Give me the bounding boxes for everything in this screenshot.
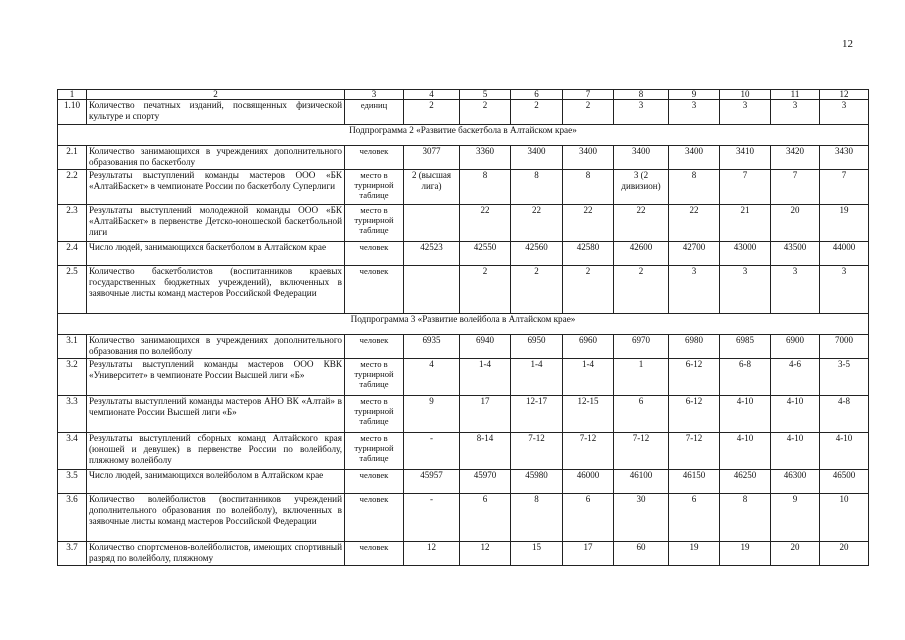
indicator-value: 60 <box>614 542 669 566</box>
indicator-number: 2.3 <box>58 205 87 242</box>
indicator-value: 4-6 <box>771 359 820 396</box>
indicator-value: - <box>404 494 460 542</box>
page-number: 12 <box>842 38 853 50</box>
indicator-value: 2 <box>460 100 511 125</box>
indicator-value: 12-17 <box>511 396 563 433</box>
indicator-value: 6985 <box>720 335 771 359</box>
indicator-row <box>58 433 869 470</box>
indicator-unit: место в турнирной таблице <box>345 396 404 433</box>
indicator-row <box>58 542 869 566</box>
indicator-value: 3 <box>720 100 771 125</box>
indicator-value: 6 <box>460 494 511 542</box>
indicator-row <box>58 266 869 314</box>
indicator-value: 6980 <box>669 335 720 359</box>
indicator-value: 7-12 <box>563 433 614 470</box>
indicator-value: 4-10 <box>720 433 771 470</box>
indicator-value: 1-4 <box>563 359 614 396</box>
subprogram-row <box>58 125 869 146</box>
indicator-value: 3 <box>720 266 771 314</box>
indicator-value: 4-10 <box>820 433 869 470</box>
indicator-number: 2.1 <box>58 146 87 170</box>
indicator-value: 6935 <box>404 335 460 359</box>
indicator-name: Результаты выступлений команды мастеров АНО ВК «Алтай» в чемпионате России Высшей лиги «Б» <box>87 396 345 433</box>
indicator-value: 12-15 <box>563 396 614 433</box>
indicator-number: 3.1 <box>58 335 87 359</box>
indicator-value: 7 <box>771 170 820 205</box>
column-number-cell: 5 <box>460 90 511 100</box>
indicator-value: 20 <box>820 542 869 566</box>
indicator-value: 19 <box>720 542 771 566</box>
column-number-cell: 12 <box>820 90 869 100</box>
indicator-value: 8 <box>460 170 511 205</box>
indicator-value: 45980 <box>511 470 563 494</box>
column-number-cell: 8 <box>614 90 669 100</box>
indicator-value: 7-12 <box>614 433 669 470</box>
indicator-value: 43000 <box>720 242 771 266</box>
indicator-value: 46000 <box>563 470 614 494</box>
indicator-value: 2 <box>614 266 669 314</box>
indicator-value: 21 <box>720 205 771 242</box>
subprogram-title: Подпрограмма 2 «Развитие баскетбола в Алтайском крае» <box>58 125 869 146</box>
indicator-row <box>58 470 869 494</box>
indicator-value: 45957 <box>404 470 460 494</box>
indicator-value: 3400 <box>669 146 720 170</box>
indicator-row <box>58 170 869 205</box>
indicator-value: 7 <box>820 170 869 205</box>
indicator-row <box>58 494 869 542</box>
indicator-unit: человек <box>345 542 404 566</box>
indicator-unit: человек <box>345 266 404 314</box>
indicator-value: 17 <box>563 542 614 566</box>
indicator-value: 6950 <box>511 335 563 359</box>
column-number-row <box>58 90 869 100</box>
indicator-unit: единиц <box>345 100 404 125</box>
indicator-value: 42550 <box>460 242 511 266</box>
indicator-number: 3.3 <box>58 396 87 433</box>
indicator-value: 3430 <box>820 146 869 170</box>
indicator-value: 3 <box>614 100 669 125</box>
indicator-name: Количество волейболистов (воспитанников учреждений дополнительного образования по волейболу), включенных в заявочные листы команд мастеров Российской Федерации <box>87 494 345 542</box>
indicator-value: 45970 <box>460 470 511 494</box>
indicator-value: 22 <box>511 205 563 242</box>
indicator-number: 2.4 <box>58 242 87 266</box>
indicator-value: 9 <box>404 396 460 433</box>
indicator-row <box>58 396 869 433</box>
indicator-value: 6-12 <box>669 396 720 433</box>
indicator-value: 7000 <box>820 335 869 359</box>
indicator-name: Количество печатных изданий, посвященных физической культуре и спорту <box>87 100 345 125</box>
indicator-value: 7-12 <box>511 433 563 470</box>
indicator-number: 3.5 <box>58 470 87 494</box>
indicator-unit: человек <box>345 242 404 266</box>
indicator-value: 4-10 <box>720 396 771 433</box>
indicator-value: 22 <box>460 205 511 242</box>
indicator-number: 3.6 <box>58 494 87 542</box>
indicator-value: 19 <box>820 205 869 242</box>
indicator-value: 2 <box>563 100 614 125</box>
indicator-value: 46500 <box>820 470 869 494</box>
indicator-number: 1.10 <box>58 100 87 125</box>
indicator-value: 46300 <box>771 470 820 494</box>
indicator-row <box>58 146 869 170</box>
indicator-unit: человек <box>345 494 404 542</box>
indicator-unit: место в турнирной таблице <box>345 205 404 242</box>
indicator-value: 4-10 <box>771 396 820 433</box>
column-number-cell: 10 <box>720 90 771 100</box>
indicator-value: 6900 <box>771 335 820 359</box>
indicator-value: 6-8 <box>720 359 771 396</box>
indicator-value: 9 <box>771 494 820 542</box>
indicator-value: 42600 <box>614 242 669 266</box>
indicator-value: 7-12 <box>669 433 720 470</box>
indicator-name: Количество баскетболистов (воспитанников краевых государственных бюджетных учреждений), включенных в заявочные листы команд мастеров Российской Федерации <box>87 266 345 314</box>
indicator-number: 3.2 <box>58 359 87 396</box>
indicator-value: 6960 <box>563 335 614 359</box>
indicator-value: 20 <box>771 542 820 566</box>
indicator-value: 3410 <box>720 146 771 170</box>
indicator-value: 3077 <box>404 146 460 170</box>
indicator-row <box>58 242 869 266</box>
indicator-value: 8 <box>669 170 720 205</box>
indicator-name: Количество занимающихся в учреждениях дополнительного образования по баскетболу <box>87 146 345 170</box>
indicator-value: 8 <box>511 494 563 542</box>
indicator-unit: человек <box>345 335 404 359</box>
indicator-value: 19 <box>669 542 720 566</box>
indicator-number: 2.5 <box>58 266 87 314</box>
indicator-value: 2 <box>460 266 511 314</box>
column-number-cell: 3 <box>345 90 404 100</box>
indicator-value: 44000 <box>820 242 869 266</box>
indicator-value: 3400 <box>614 146 669 170</box>
indicator-unit: место в турнирной таблице <box>345 433 404 470</box>
indicator-value: 2 <box>404 100 460 125</box>
indicator-value: 2 <box>511 100 563 125</box>
indicator-value: 30 <box>614 494 669 542</box>
indicator-value: 2 <box>563 266 614 314</box>
indicator-value: 7 <box>720 170 771 205</box>
indicator-value: 42560 <box>511 242 563 266</box>
indicator-value: 3-5 <box>820 359 869 396</box>
indicator-number: 3.7 <box>58 542 87 566</box>
indicator-value: 6 <box>614 396 669 433</box>
indicator-value: 42580 <box>563 242 614 266</box>
indicator-value: 6 <box>563 494 614 542</box>
column-number-cell: 6 <box>511 90 563 100</box>
indicator-value: 22 <box>614 205 669 242</box>
indicator-unit: человек <box>345 146 404 170</box>
column-number-cell: 1 <box>58 90 87 100</box>
indicator-name: Результаты выступлений команды мастеров ООО «БК «АлтайБаскет» в чемпионате России по баскетболу Суперлиги <box>87 170 345 205</box>
indicator-value: 6 <box>669 494 720 542</box>
indicator-value: 46150 <box>669 470 720 494</box>
indicator-value: 3 <box>820 266 869 314</box>
indicator-name: Результаты выступлений молодежной команды ООО «БК «АлтайБаскет» в первенстве Детско-юношеской баскетбольной лиги <box>87 205 345 242</box>
indicator-unit: место в турнирной таблице <box>345 359 404 396</box>
indicator-value: 3 <box>771 100 820 125</box>
indicator-value: 8-14 <box>460 433 511 470</box>
indicator-value: 8 <box>563 170 614 205</box>
indicator-value: 17 <box>460 396 511 433</box>
indicator-value: 4 <box>404 359 460 396</box>
indicator-unit: человек <box>345 470 404 494</box>
indicators-table <box>57 89 869 566</box>
indicator-value: 10 <box>820 494 869 542</box>
indicator-value: 3 <box>820 100 869 125</box>
indicator-value: 4-8 <box>820 396 869 433</box>
indicator-value: 3360 <box>460 146 511 170</box>
indicator-name: Результаты выступлений сборных команд Алтайского края (юношей и девушек) в первенстве России по волейболу, пляжному волейболу <box>87 433 345 470</box>
indicator-name: Количество спортсменов-волейболистов, имеющих спортивный разряд по волейболу, пляжному <box>87 542 345 566</box>
indicator-value: 4-10 <box>771 433 820 470</box>
column-number-cell: 4 <box>404 90 460 100</box>
indicator-value: 1 <box>614 359 669 396</box>
indicator-row <box>58 205 869 242</box>
indicator-value: 3 (2 дивизион) <box>614 170 669 205</box>
indicator-value: 20 <box>771 205 820 242</box>
indicator-value: 2 <box>511 266 563 314</box>
indicator-value: 8 <box>720 494 771 542</box>
indicator-name: Количество занимающихся в учреждениях дополнительного образования по волейболу <box>87 335 345 359</box>
indicator-value: 22 <box>563 205 614 242</box>
column-number-cell: 2 <box>87 90 345 100</box>
indicator-row <box>58 335 869 359</box>
indicator-value: 2 (высшая лига) <box>404 170 460 205</box>
indicator-value <box>404 266 460 314</box>
indicator-value: 3400 <box>511 146 563 170</box>
indicator-row <box>58 359 869 396</box>
indicator-value: 3420 <box>771 146 820 170</box>
column-number-cell: 9 <box>669 90 720 100</box>
indicator-value: 6940 <box>460 335 511 359</box>
indicator-value: 46250 <box>720 470 771 494</box>
indicator-number: 2.2 <box>58 170 87 205</box>
indicator-value: 3400 <box>563 146 614 170</box>
indicator-row <box>58 100 869 125</box>
indicator-value: 15 <box>511 542 563 566</box>
indicator-number: 3.4 <box>58 433 87 470</box>
subprogram-title: Подпрограмма 3 «Развитие волейбола в Алтайском крае» <box>58 314 869 335</box>
subprogram-row <box>58 314 869 335</box>
indicator-value: 43500 <box>771 242 820 266</box>
indicator-value: 1-4 <box>460 359 511 396</box>
indicator-name: Число людей, занимающихся волейболом в Алтайском крае <box>87 470 345 494</box>
indicator-value: 42700 <box>669 242 720 266</box>
indicator-name: Результаты выступлений команды мастеров ООО КВК «Университет» в чемпионате России Высшей лиги «Б» <box>87 359 345 396</box>
indicator-value: 3 <box>669 266 720 314</box>
indicator-value: 22 <box>669 205 720 242</box>
indicator-value: 12 <box>404 542 460 566</box>
indicator-value: 3 <box>669 100 720 125</box>
indicator-value: 12 <box>460 542 511 566</box>
indicator-value: 6-12 <box>669 359 720 396</box>
indicator-name: Число людей, занимающихся баскетболом в Алтайском крае <box>87 242 345 266</box>
indicator-value: 1-4 <box>511 359 563 396</box>
indicator-value: - <box>404 433 460 470</box>
indicator-value: 3 <box>771 266 820 314</box>
indicator-value: 46100 <box>614 470 669 494</box>
indicator-unit: место в турнирной таблице <box>345 170 404 205</box>
indicator-value: 6970 <box>614 335 669 359</box>
indicator-value: 42523 <box>404 242 460 266</box>
column-number-cell: 7 <box>563 90 614 100</box>
column-number-cell: 11 <box>771 90 820 100</box>
indicator-value: 8 <box>511 170 563 205</box>
indicator-value <box>404 205 460 242</box>
